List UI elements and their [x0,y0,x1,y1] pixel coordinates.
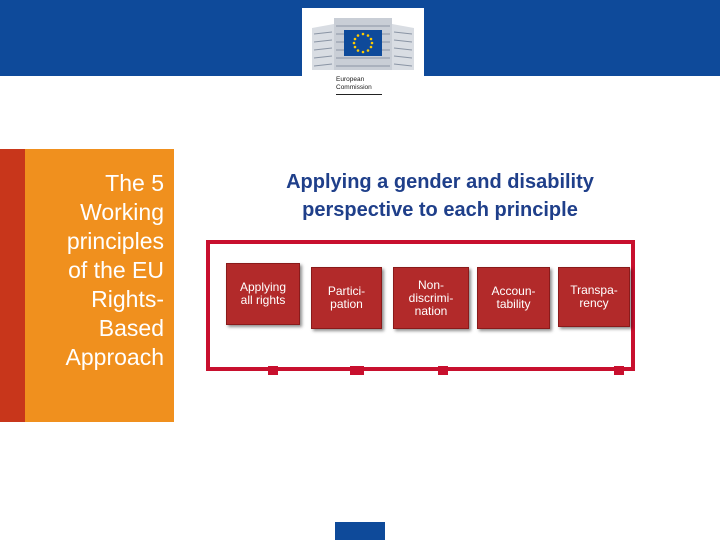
decorative-fragment [350,366,364,375]
decorative-fragment [268,366,278,375]
principle-applying-all-rights: Applying all rights [226,263,300,325]
logo-text-line2: Commission [336,84,372,91]
slide-title: Applying a gender and disability perspective to each principle [286,171,594,221]
sidebar-title: The 5 Working principles of the EU Rights- Based Approach [65,170,164,370]
european-commission-logo [302,8,424,98]
sidebar-accent-bar [0,149,25,422]
principle-participation: Partici- pation [311,267,382,329]
decorative-fragment [438,366,448,375]
sidebar-panel [25,149,174,422]
logo-text [336,76,372,92]
principle-transparency: Transpa- rency [558,267,630,327]
logo-text-line1: European [336,76,365,83]
principle-non-discrimination: Non- discrimi- nation [393,267,469,329]
decorative-fragment [614,366,624,375]
logo-underline [336,94,382,95]
berlaymont-building-icon [312,14,414,72]
principle-accountability: Accoun- tability [477,267,550,329]
footer-flag [335,522,385,540]
